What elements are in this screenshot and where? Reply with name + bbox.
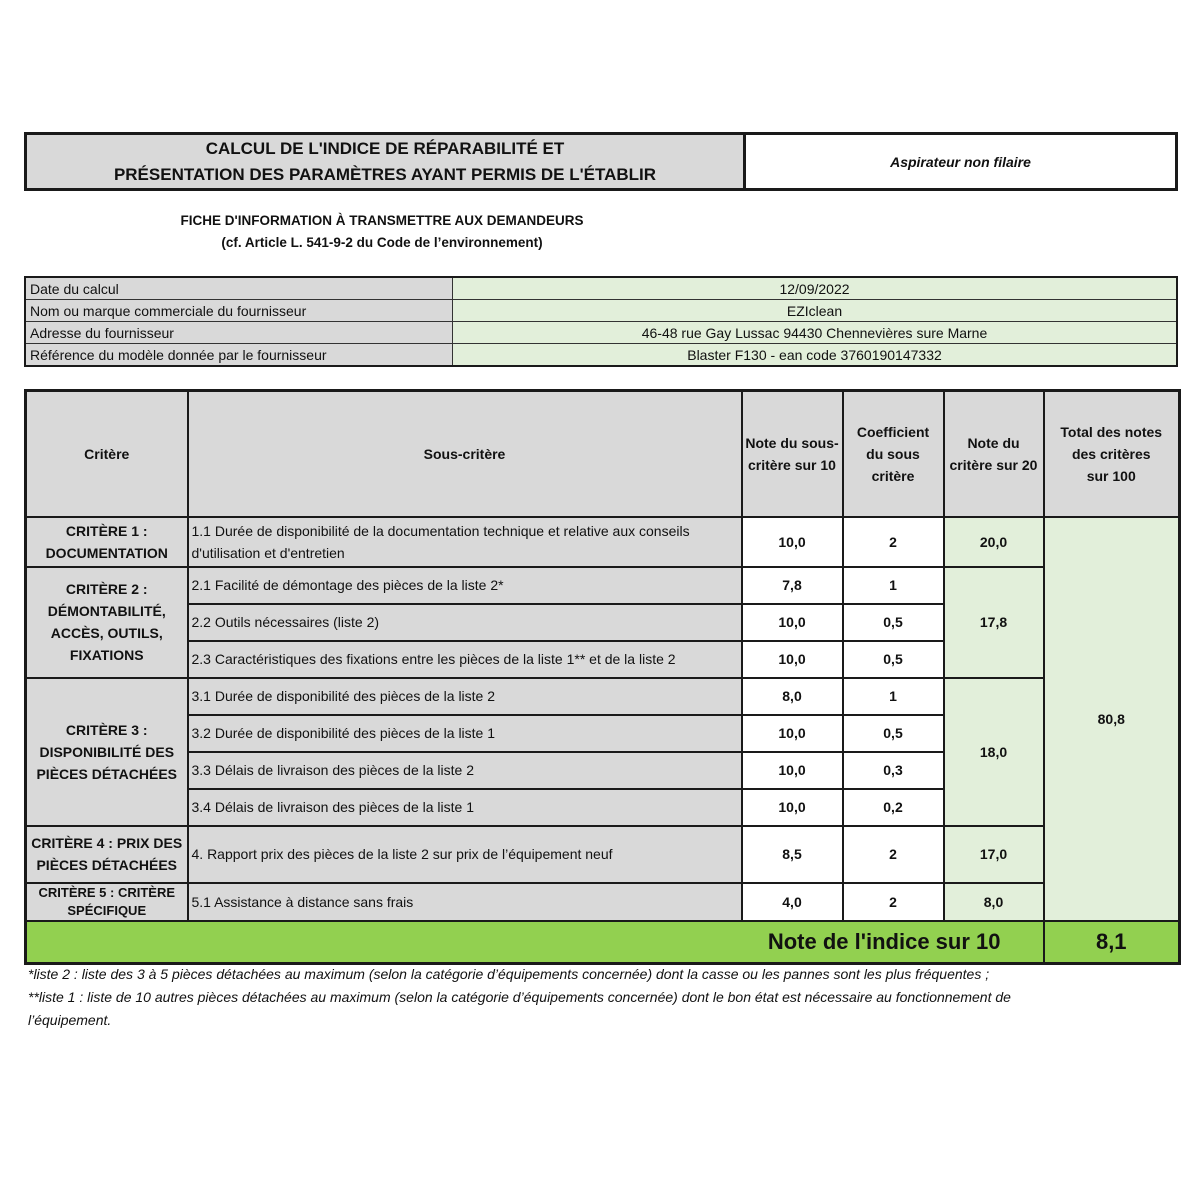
criterion-3-score: 18,0 [944,678,1044,826]
info-row [25,277,1177,300]
subcriterion-coefficient: 0,5 [843,641,944,678]
supplier-info-table [24,276,1178,367]
header-line: sur 100 [1086,467,1136,484]
col-header-coefficient [843,391,944,517]
table-row [26,678,1180,715]
criterion-line: SPÉCIFIQUE [67,902,147,918]
criterion-1-name [26,517,188,567]
total-score: 80,8 [1044,517,1180,921]
criterion-line: CRITÈRE 5 : CRITÈRE [38,884,175,900]
document-title [27,135,746,188]
subcriterion-label: 3.4 Délais de livraison des pièces de la liste 1 [188,789,742,826]
subcriterion-label: 5.1 Assistance à distance sans frais [188,883,742,921]
subcriterion-label: 3.3 Délais de livraison des pièces de la liste 2 [188,752,742,789]
subcriterion-coefficient: 1 [843,678,944,715]
footnote-liste-1: **liste 1 : liste de 10 autres pièces détachées au maximum (selon la catégorie d’équipements concernée) dont le bon état est nécessaire au fonctionnement de [28,989,1011,1005]
header-line: critère sur 20 [949,456,1038,473]
subcriterion-score: 4,0 [742,883,843,921]
subcriterion-label: 3.2 Durée de disponibilité des pièces de la liste 1 [188,715,742,752]
table-row [26,567,1180,604]
header-line: Total des notes [1060,423,1163,440]
info-value: 46-48 rue Gay Lussac 94430 Chennevières sure Marne [453,322,1178,344]
criterion-2-name [26,567,188,678]
table-row [26,883,1180,921]
subcriterion-score: 10,0 [742,789,843,826]
product-category: Aspirateur non filaire [746,135,1175,188]
col-header-sous-critere: Sous-critère [188,391,742,517]
subcriterion-score: 7,8 [742,567,843,604]
criterion-line: FIXATIONS [69,647,144,663]
subcriterion-coefficient: 2 [843,826,944,883]
table-row [26,826,1180,883]
info-label: Référence du modèle donnée par le fournisseur [25,344,453,367]
subcriterion-score: 8,5 [742,826,843,883]
criterion-line: PIÈCES DÉTACHÉES [36,765,178,782]
subcriterion-score: 10,0 [742,641,843,678]
criterion-4-score: 17,0 [944,826,1044,883]
subcriterion-score: 10,0 [742,517,843,567]
col-header-critere: Critère [26,391,188,517]
title-line-1: CALCUL DE L'INDICE DE RÉPARABILITÉ ET [205,138,565,158]
subcriterion-coefficient: 0,5 [843,604,944,641]
footnote-continuation: l’équipement. [28,1012,112,1028]
criterion-line: PIÈCES DÉTACHÉES [36,857,178,873]
subtitle-line-2: (cf. Article L. 541-9-2 du Code de l’environnement) [221,235,543,250]
subcriterion-score: 10,0 [742,715,843,752]
footnotes [28,963,1178,1032]
criterion-line: CRITÈRE 2 : [65,581,148,597]
subcriterion-label: 4. Rapport prix des pièces de la liste 2 sur prix de l’équipement neuf [188,826,742,883]
subtitle-line-1: FICHE D'INFORMATION À TRANSMETTRE AUX DEMANDEURS [180,213,584,228]
criterion-line: CRITÈRE 3 : [65,721,148,738]
final-score-row [26,921,1180,964]
criterion-5-name [26,883,188,921]
subcriterion-label: 2.3 Caractéristiques des fixations entre les pièces de la liste 1** et de la liste 2 [188,641,742,678]
info-row [25,322,1177,344]
header-line: du sous [866,445,920,462]
col-header-note-critere [944,391,1044,517]
info-label: Adresse du fournisseur [25,322,453,344]
subcriterion-coefficient: 0,2 [843,789,944,826]
subcriterion-score: 10,0 [742,604,843,641]
subcriterion-label: 3.1 Durée de disponibilité des pièces de la liste 2 [188,678,742,715]
subcriterion-coefficient: 2 [843,883,944,921]
info-row [25,344,1177,367]
document-subtitle [24,210,740,254]
subcriterion-score: 10,0 [742,752,843,789]
subcriterion-coefficient: 0,3 [843,752,944,789]
header-row [26,391,1180,517]
subcriterion-label: 1.1 Durée de disponibilité de la documentation technique et relative aux conseils d'utilisation et d'entretien [188,517,742,567]
criterion-line: DÉMONTABILITÉ, [47,603,166,619]
subcriterion-score: 8,0 [742,678,843,715]
info-label: Date du calcul [25,277,453,300]
subcriterion-label: 2.2 Outils nécessaires (liste 2) [188,604,742,641]
header-line: des critères [1071,445,1151,462]
criterion-1-score: 20,0 [944,517,1044,567]
header-line: Coefficient [856,423,930,440]
header-line: Note du sous- [745,434,839,451]
criterion-line: ACCÈS, OUTILS, [50,625,163,641]
col-header-total [1044,391,1180,517]
criterion-5-score: 8,0 [944,883,1044,921]
subcriterion-label: 2.1 Facilité de démontage des pièces de la liste 2* [188,567,742,604]
header-line: Note du [967,434,1020,451]
criterion-line: DOCUMENTATION [45,544,168,561]
criterion-4-name [26,826,188,883]
title-line-2: PRÉSENTATION DES PARAMÈTRES AYANT PERMIS DE L'ÉTABLIR [113,164,657,184]
subcriterion-coefficient: 0,5 [843,715,944,752]
criterion-2-score: 17,8 [944,567,1044,678]
info-value: 12/09/2022 [453,277,1178,300]
criterion-line: CRITÈRE 1 : [65,522,148,539]
repairability-score-table [24,389,1181,965]
table-row [26,517,1180,567]
final-score-label: Note de l'indice sur 10 [26,921,1044,964]
final-score-value: 8,1 [1044,921,1180,964]
col-header-note-sous-critere [742,391,843,517]
subcriterion-coefficient: 2 [843,517,944,567]
info-value: EZIclean [453,300,1178,322]
info-label: Nom ou marque commerciale du fournisseur [25,300,453,322]
info-row [25,300,1177,322]
subcriterion-coefficient: 1 [843,567,944,604]
footnote-liste-2: *liste 2 : liste des 3 à 5 pièces détachées au maximum (selon la catégorie d’équipements concernée) dont la casse ou les pannes sont les plus fréquentes ; [28,966,990,982]
criterion-line: CRITÈRE 4 : PRIX DES [31,835,183,851]
info-value: Blaster F130 - ean code 3760190147332 [453,344,1178,367]
header-line: critère [871,467,915,484]
criterion-line: DISPONIBILITÉ DES [39,743,175,760]
criterion-3-name [26,678,188,826]
header-line: critère sur 10 [748,456,836,473]
document-header [24,132,1178,191]
